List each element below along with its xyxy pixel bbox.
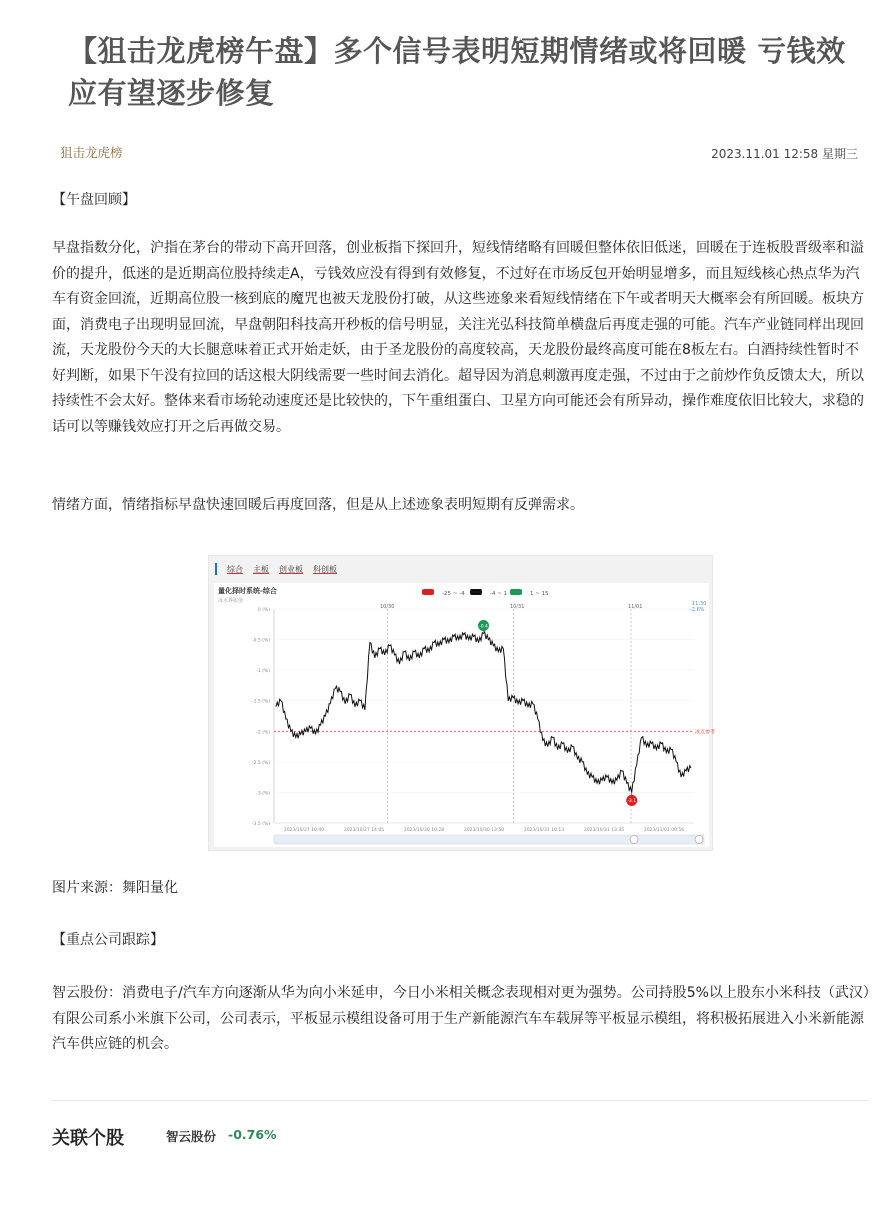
legend-swatch-red [422, 589, 434, 595]
y-tick-label: -3.5 (%) [252, 822, 270, 827]
y-tick-label: -0.5 (%) [252, 638, 270, 644]
tab-indicator [215, 563, 217, 575]
legend-swatch-green [510, 589, 522, 595]
tab-main-board[interactable]: 主板 [253, 564, 269, 574]
x-tick-label: 2023/10/31 10:13 [523, 828, 565, 833]
publish-datetime: 2023.11.01 12:58 星期三 [711, 147, 858, 161]
top-date-label: 10/30 [380, 604, 395, 610]
tab-chinext[interactable]: 创业板 [279, 564, 303, 574]
section-key-heading: 【重点公司跟踪】 [52, 932, 164, 948]
legend-label-red: -25 ~ -4 [442, 591, 465, 597]
right-time-label: 11:30 [692, 601, 707, 607]
top-date-label: 10/31 [510, 604, 525, 610]
y-tick-label: -1 (%) [256, 669, 270, 675]
x-tick-label: 2023/10/30 13:50 [463, 828, 505, 833]
scrollbar-track[interactable] [274, 835, 704, 844]
scroll-handle-right[interactable] [695, 836, 703, 844]
reference-label: 冰点参考 [695, 729, 716, 736]
related-stock-name[interactable]: 智云股份 [166, 1129, 217, 1144]
section-review-heading: 【午盘回顾】 [52, 192, 136, 208]
mood-paragraph: 情绪方面，情绪指标早盘快速回暖后再度回落，但是从上述迹象表明短期有反弹需求。 [52, 497, 584, 513]
article-title: 【狙击龙虎榜午盘】多个信号表明短期情绪或将回暖 亏钱效应有望逐步修复 [68, 34, 846, 110]
divider [52, 1100, 868, 1101]
x-tick-label: 2023/11/01 09:56 [643, 828, 685, 833]
tab-composite[interactable]: 综合 [227, 564, 243, 574]
y-tick-label: -1.5 (%) [252, 699, 270, 705]
related-stock-change: -0.76% [228, 1127, 277, 1142]
chart-subtitle: 冰水界限值 [218, 598, 244, 604]
chart-svg [214, 583, 716, 847]
legend-swatch-black [470, 589, 482, 595]
tab-star-market[interactable]: 科创板 [313, 564, 337, 574]
x-tick-label: 2023/10/31 13:35 [583, 828, 625, 833]
x-tick-label: 2023/10/27 14:05 [343, 828, 385, 833]
source-link[interactable]: 狙击龙虎榜 [60, 145, 123, 160]
chart-legend [422, 589, 549, 597]
body-paragraph: 早盘指数分化，沪指在茅台的带动下高开回落，创业板指下探回升，短线情绪略有回暖但整体依旧低迷，回暖在于连板股晋级率和溢价的提升，低迷的是近期高位股持续走A，亏钱效应没有得到有效修复，不过好在市场反包开始明显增多，而且短线核心热点华为汽车有资金回流，近期高位股一核到底的魔咒也被天龙股份打破，从这些迹象来看短线情绪在下午或者明天大概率会有所回暖。板块方面，消费电子出现明显回流，早盘朝阳科技高开秒板的信号明显，关注光弘科技简单横盘后再度走强的可能。汽车产业链同样出现回流，天龙股份今天的大长腿意味着正式开始走妖，由于圣龙股份的高度较高，天龙股份最终高度可能在8板左右。白酒持续性暂时不好判断，如果下午没有拉回的话这根大阴线需要一些时间去消化。超导因为消息刺激再度走强，不过由于之前炒作负反馈太大，所以持续性不会太好。整体来看市场轮动速度还是比较快的，下午重组蛋白、卫星方向可能还会有所异动，操作难度依旧比较大，求稳的话可以等赚钱效应打开之后再做交易。 [52, 240, 864, 435]
legend-label-black: -4 ~ 1 [490, 591, 508, 597]
top-date-label: 11/01 [628, 604, 643, 610]
chart-tabs [215, 562, 337, 576]
zhiyun-paragraph: 智云股份：消费电子/汽车方向逐渐从华为向小米延申，今日小米相关概念表现相对更为强势。公司持股5%以上股东小米科技（武汉）有限公司系小米旗下公司，公司表示，平板显示模组设备可用于生产新能源汽车车载屏等平板显示模组，将积极拓展进入小米新能源汽车供应链的机会。 [52, 985, 870, 1052]
image-caption: 图片来源：舞阳量化 [52, 880, 178, 896]
y-tick-label: 0 (%) [257, 608, 270, 613]
marker-label: -3.1 [627, 799, 637, 805]
legend-label-green: 1 ~ 15 [530, 591, 549, 597]
marker-label: -0.4 [479, 624, 488, 630]
chart-title: 量化择时系统-综合 [218, 587, 277, 595]
scroll-handle-left[interactable] [630, 836, 638, 844]
y-tick-label: -3 (%) [256, 791, 270, 797]
chart-panel [214, 583, 716, 847]
x-tick-label: 2023/10/27 10:40 [283, 828, 325, 833]
y-tick-label: -2 (%) [256, 730, 270, 736]
series-line [276, 632, 691, 793]
right-value-label: -2.6% [690, 607, 705, 613]
related-stocks-title: 关联个股 [52, 1128, 124, 1149]
y-tick-label: -2.5 (%) [252, 760, 270, 766]
sentiment-chart [208, 555, 716, 851]
x-tick-label: 2023/10/30 10:28 [403, 828, 445, 833]
